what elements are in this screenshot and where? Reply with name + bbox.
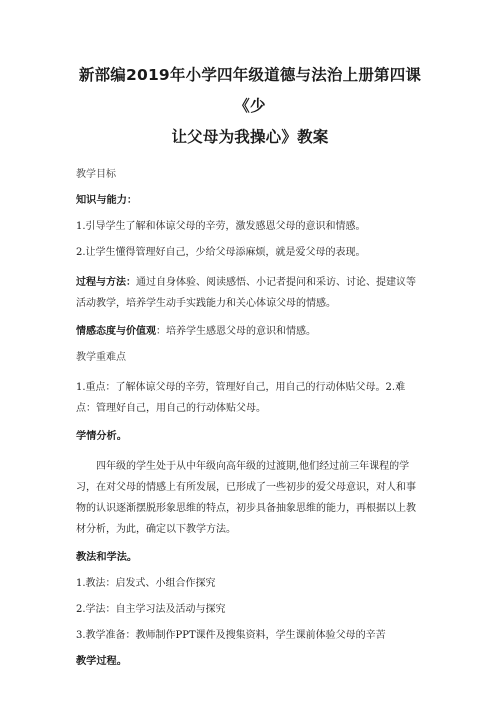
analysis-paragraph: 四年级的学生处于从中年级向高年级的过渡期,他们经过前三年课程的学习，在对父母的情感上有所发展，已形成了一些初步的爱父母意识，对人和事物的认识逐渐摆脱形象思维的特点，初步具备抽象思维的能力，再根据以上教材分析，为此，确定以下教学方法。 <box>76 461 416 535</box>
process-method-label: 过程与方法： <box>76 277 136 288</box>
key-points-paragraph: 1.重点：了解体谅父母的辛劳，管理好自己，用自己的行动体贴父母。2.难点：管理好自己，用自己的行动体贴父母。 <box>76 382 406 414</box>
knowledge-item-1: 1.引导学生了解和体谅父母的辛劳，激发感恩父母的意识和情感。 <box>76 221 366 232</box>
method-item-3: 3.教学准备：教师制作PPT课件及搜集资料，学生课前体验父母的辛苦 <box>76 630 386 641</box>
knowledge-item-2: 2.让学生懂得管理好自己，少给父母添麻烦，就是爱父母的表现。 <box>76 247 366 258</box>
analysis-heading: 学情分析。 <box>76 431 127 442</box>
emotion-label: 情感态度与价值观 <box>76 326 156 337</box>
section-key-heading: 教学重难点 <box>76 352 126 363</box>
process-method-paragraph <box>76 272 424 314</box>
emotion-text: ：培养学生感恩父母的意识和情感。 <box>156 326 316 337</box>
title-line-1: 新部编2019年小学四年级道德与法治上册第四课《少 <box>78 66 422 115</box>
document-body <box>76 168 424 669</box>
process-method-text: 通过自身体验、阅读感悟、小记者提问和采访、讨论、提建议等活动教学，培养学生动手实践能力和关心体谅父母的情感。 <box>76 277 416 309</box>
title-line-2: 让父母为我操心》教案 <box>171 128 329 146</box>
knowledge-heading: 知识与能力： <box>76 195 138 206</box>
methods-heading: 教法和学法。 <box>76 552 138 563</box>
method-item-1: 1.教法：启发式、小组合作探究 <box>76 578 216 589</box>
document-title <box>76 0 424 153</box>
emotion-paragraph <box>76 325 424 339</box>
section-goals-heading: 教学目标 <box>76 169 116 180</box>
method-item-2: 2.学法：自主学习法及活动与探究 <box>76 604 226 615</box>
teaching-process-heading: 教学过程。 <box>76 656 127 667</box>
